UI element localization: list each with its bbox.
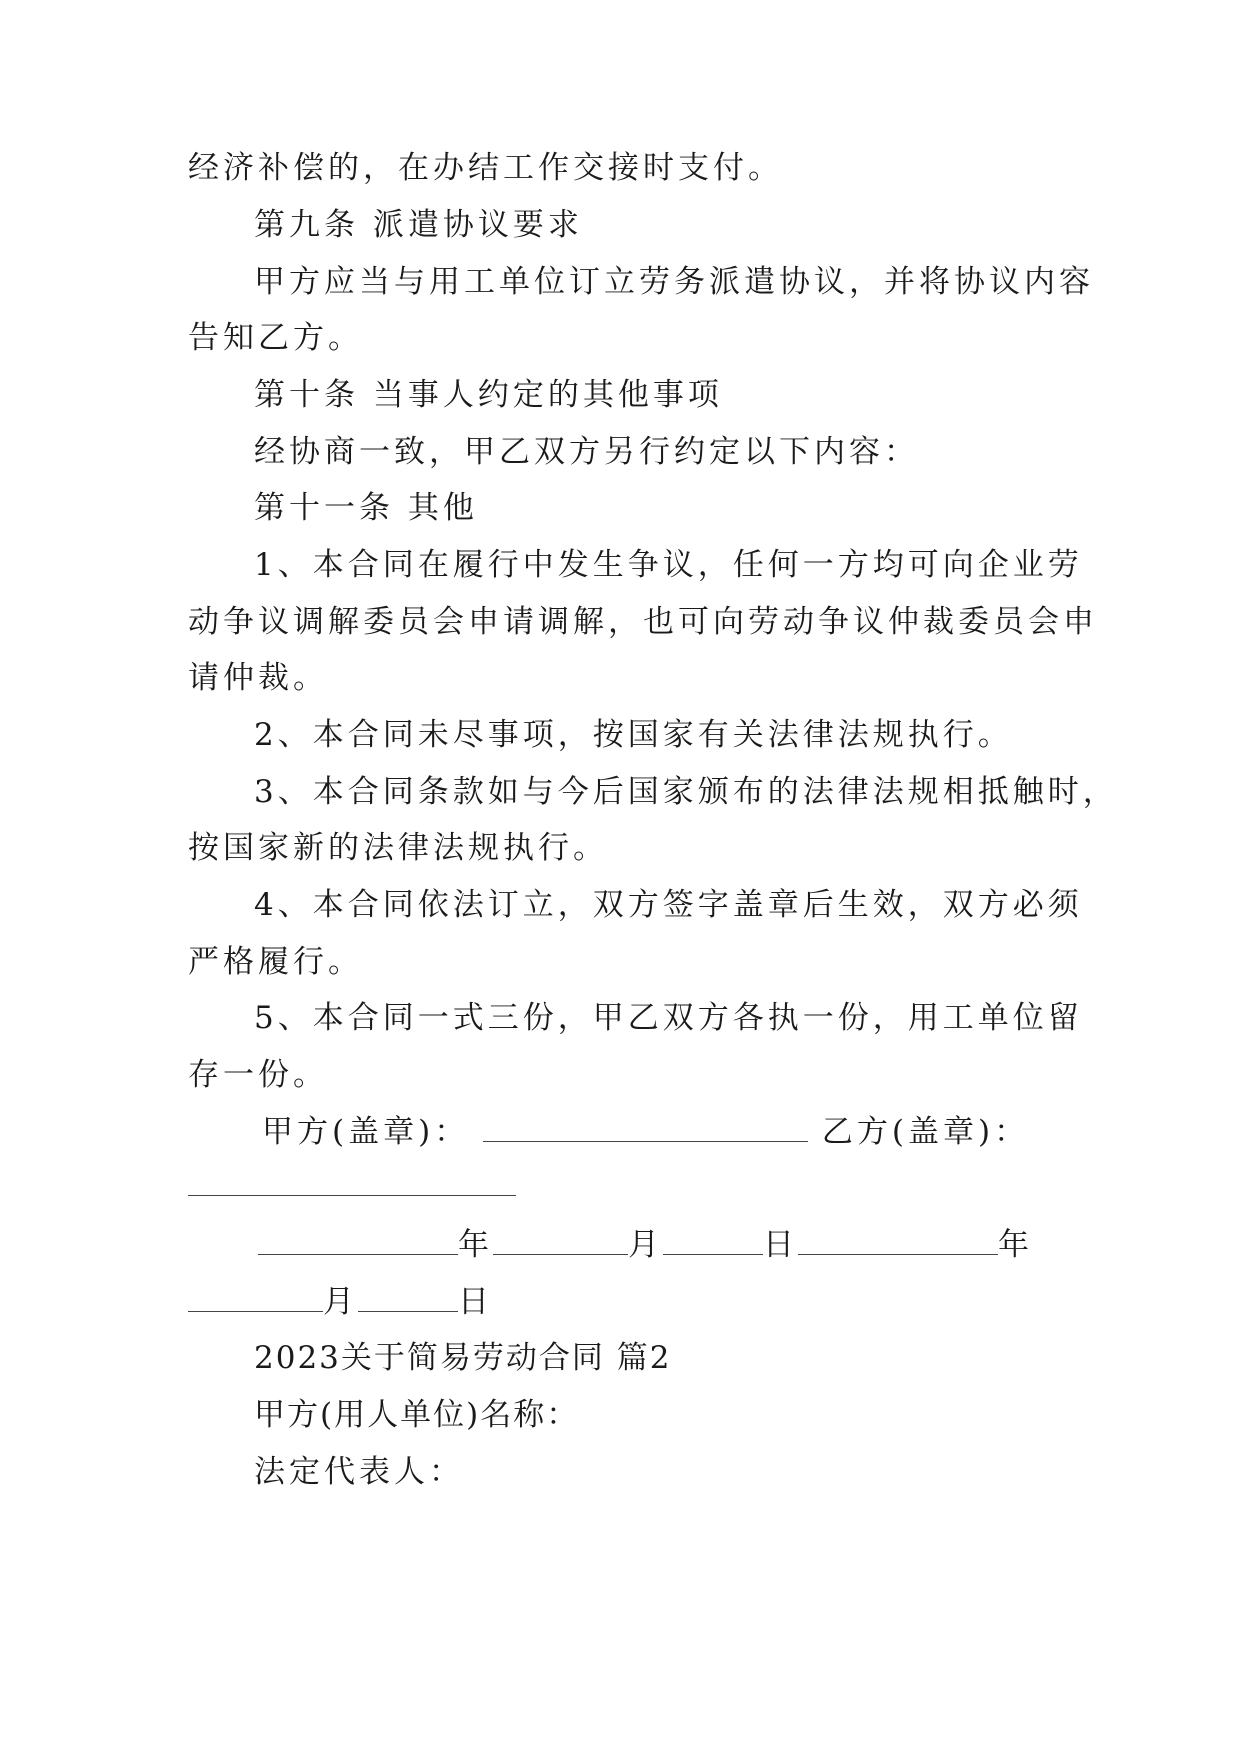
month-blank [493,1228,628,1255]
text-line: 存一份。 [188,1057,328,1093]
text-line: 告知乙方。 [188,320,363,356]
article-heading: 第十条 当事人约定的其他事项 [254,377,723,413]
day-blank [663,1228,763,1255]
text-line: 甲方应当与用工单位订立劳务派遣协议，并将协议内容 [254,264,1094,300]
party-b-seal-blank-row [188,1166,516,1206]
date-line-continued [188,1282,493,1322]
article-heading: 第九条 派遣协议要求 [254,207,583,243]
text-line: 4、本合同依法订立，双方签字盖章后生效，双方必须 [254,887,1083,923]
signature-line [262,1112,1029,1152]
year-blank [258,1228,458,1255]
section-title: 2023关于简易劳动合同 篇2 [254,1340,672,1376]
year-label-2: 年 [998,1227,1033,1263]
party-a-seal-blank [483,1115,808,1142]
text-line: 经济补偿的，在办结工作交接时支付。 [188,150,783,186]
party-b-seal-blank [188,1169,516,1196]
text-line: 1、本合同在履行中发生争议，任何一方均可向企业劳 [254,547,1083,583]
month-blank-2 [188,1285,323,1312]
day-label: 日 [763,1227,798,1263]
article-heading: 第十一条 其他 [254,490,478,526]
text-line: 5、本合同一式三份，甲乙双方各执一份，用工单位留 [254,1000,1083,1036]
party-b-seal-label: 乙方(盖章)： [821,1114,1030,1150]
employer-name-label: 甲方(用人单位)名称： [254,1397,580,1433]
day-label-2: 日 [458,1284,493,1320]
text-line: 严格履行。 [188,944,363,980]
month-label-2: 月 [323,1284,358,1320]
month-label: 月 [628,1227,663,1263]
legal-rep-label: 法定代表人： [254,1454,464,1490]
day-blank-2 [358,1285,458,1312]
party-a-seal-label: 甲方(盖章)： [262,1114,470,1150]
text-line: 2、本合同未尽事项，按国家有关法律法规执行。 [254,717,1013,753]
text-line: 3、本合同条款如与今后国家颁布的法律法规相抵触时， [254,774,1118,810]
text-line: 经协商一致，甲乙双方另行约定以下内容： [254,434,919,470]
year-label: 年 [458,1227,493,1263]
text-line: 动争议调解委员会申请调解，也可向劳动争议仲裁委员会申 [188,604,1098,640]
text-line: 按国家新的法律法规执行。 [188,830,608,866]
date-line [258,1225,1033,1265]
text-line: 请仲裁。 [188,660,328,696]
year-blank-2 [798,1228,998,1255]
